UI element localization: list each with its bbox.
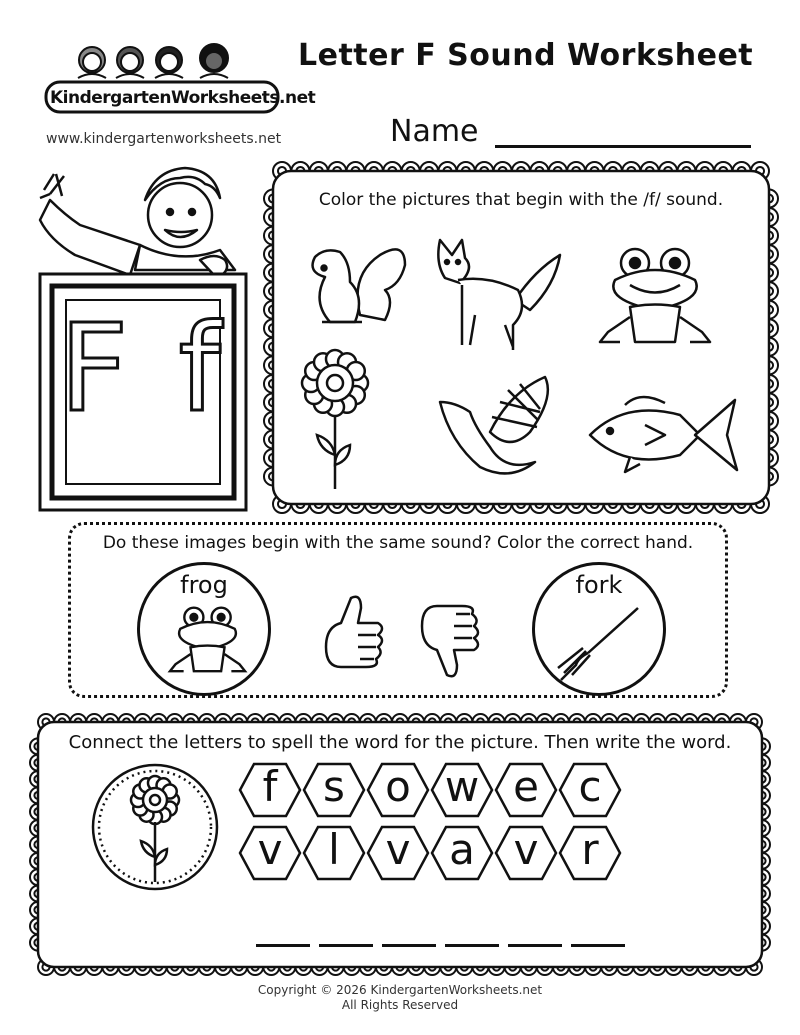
frog-icon[interactable] [600, 245, 710, 355]
fork-circle [532, 562, 666, 696]
hex-tile-r1-6[interactable] [558, 762, 622, 818]
hex-tile-r1-1[interactable] [238, 762, 302, 818]
page-title: Letter F Sound Worksheet [298, 38, 754, 73]
hex-tile-r1-5[interactable] [494, 762, 558, 818]
letter-card-text: F f [59, 300, 227, 439]
hex-letter: a [449, 825, 475, 874]
word-fork: fork [575, 571, 623, 599]
fish-icon[interactable] [585, 395, 745, 475]
hex-letter: v [385, 825, 411, 874]
hex-tile-r2-3[interactable] [366, 825, 430, 881]
hex-tile-r1-4[interactable] [430, 762, 494, 818]
logo-text: KindergartenWorksheets.net [50, 88, 316, 108]
hex-letter: e [513, 762, 539, 811]
answer-blank-6[interactable] [571, 944, 625, 947]
word-frog: frog [180, 571, 228, 599]
hex-letter: v [257, 825, 283, 874]
small-frog-icon [170, 605, 245, 680]
section2-instruction: Do these images begin with the same sound? Color the correct hand. [102, 533, 694, 553]
frog-circle [137, 562, 271, 696]
answer-blank-1[interactable] [256, 944, 310, 947]
hex-letter: v [513, 825, 539, 874]
answer-blank-3[interactable] [382, 944, 436, 947]
section1-instruction: Color the pictures that begin with the /f/ sound. [318, 190, 724, 210]
flower-circle [90, 762, 220, 892]
flower-icon[interactable] [295, 345, 380, 495]
hex-letter: w [444, 762, 480, 811]
letter-card [38, 272, 248, 512]
site-url: www.kindergartenworksheets.net [46, 131, 282, 147]
site-logo [42, 38, 316, 123]
thumbs-up-icon[interactable] [316, 588, 386, 668]
answer-blank-2[interactable] [319, 944, 373, 947]
name-field[interactable] [495, 145, 751, 148]
hex-tile-r1-3[interactable] [366, 762, 430, 818]
section3-instruction: Connect the letters to spell the word for the picture. Then write the word. [68, 732, 732, 753]
hex-tile-r2-1[interactable] [238, 825, 302, 881]
thumbs-down-icon[interactable] [412, 605, 482, 690]
boy-illustration [30, 160, 260, 290]
hex-letter: o [385, 762, 411, 811]
answer-blank-4[interactable] [445, 944, 499, 947]
hex-letter: f [262, 762, 278, 811]
hex-letter: s [323, 762, 345, 811]
hex-letter: c [578, 762, 602, 811]
fox-icon[interactable] [430, 230, 570, 355]
hex-letter: r [581, 825, 599, 874]
rights-text: All Rights Reserved [341, 998, 459, 1012]
hex-tile-r2-2[interactable] [302, 825, 366, 881]
hex-tile-r1-2[interactable] [302, 762, 366, 818]
corn-icon[interactable] [430, 372, 555, 482]
name-label: Name [390, 114, 479, 149]
copyright-text: Copyright © 2026 KindergartenWorksheets.net [257, 983, 543, 997]
squirrel-icon[interactable] [300, 230, 410, 330]
hex-tile-r2-5[interactable] [494, 825, 558, 881]
hex-tile-r2-4[interactable] [430, 825, 494, 881]
hex-tile-r2-6[interactable] [558, 825, 622, 881]
answer-blank-5[interactable] [508, 944, 562, 947]
fork-icon [553, 603, 643, 683]
hex-letter: l [328, 825, 340, 874]
